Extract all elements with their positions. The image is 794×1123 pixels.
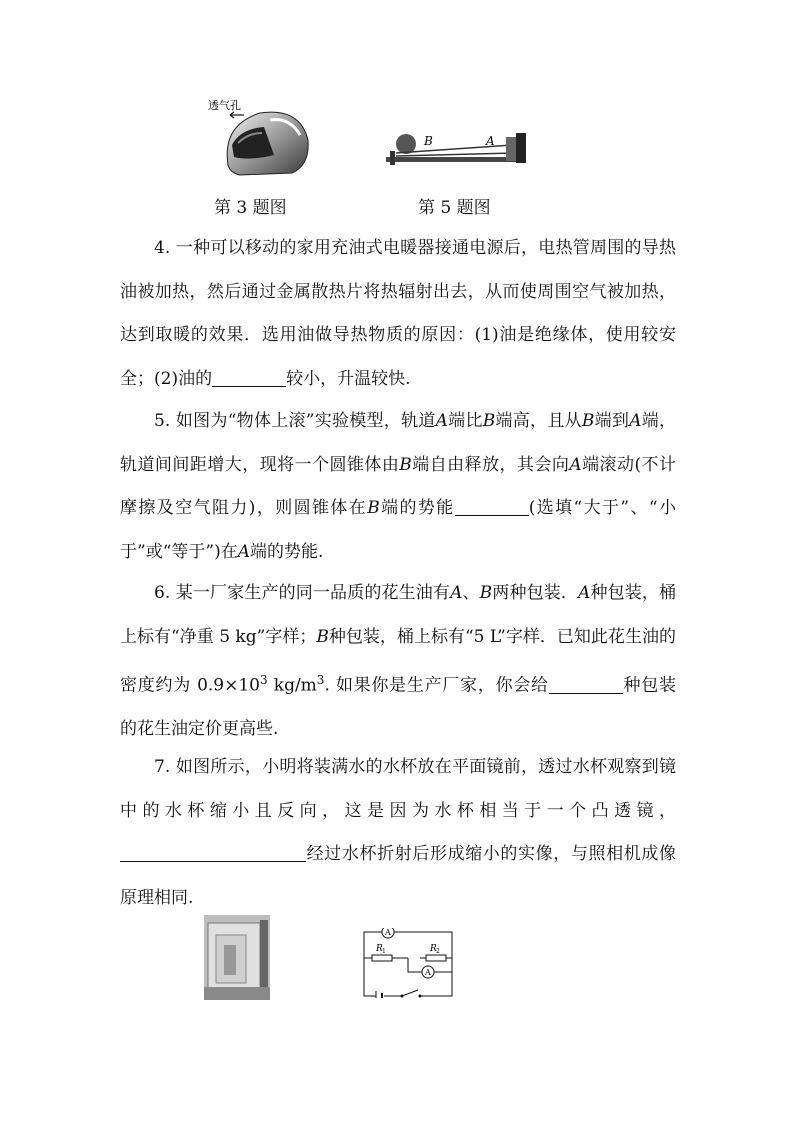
text-q5-b: B bbox=[581, 411, 595, 431]
figure-3-caption: 第 3 题图 bbox=[214, 198, 287, 218]
text-q6-exp: 3 bbox=[259, 673, 268, 687]
question-6 bbox=[120, 572, 676, 752]
r1-label: R bbox=[376, 944, 383, 954]
text-q6-b: B bbox=[479, 583, 493, 603]
r1-subscript: 1 bbox=[382, 948, 386, 955]
text-q5-b: B bbox=[399, 454, 412, 475]
text-q6-exp2: 3 bbox=[316, 673, 325, 687]
r2-label: R bbox=[430, 944, 437, 954]
question-4 bbox=[120, 227, 676, 401]
text-q6-p1: 6. 某一厂家生产的同一品质的花生油有 bbox=[154, 583, 451, 603]
text-q5-p2: 端比 bbox=[447, 411, 483, 431]
text-q7-p1: 7. 如图所示，小明将装满水的水杯放在平面镜前，透过水杯观察到镜中的水杯缩小且反向，这是因为水杯相当于一个凸透镜， bbox=[120, 757, 676, 821]
text-q6-p4: 种包装，桶上标有“5 L”字样．已知此花生油的密度约为 0.9×10 bbox=[120, 626, 676, 696]
text-q5-p9: (选填“大于”、“小于”或“等于”)在 bbox=[120, 498, 676, 562]
text-q5-p8: 端的势能 bbox=[379, 498, 455, 518]
text-q5-a: A bbox=[435, 411, 448, 431]
text-q5-a: A bbox=[237, 541, 250, 562]
text-q4-text1: 4. 一种可以移动的家用充油式电暖器接通电源后，电热管周围的导热油被加热，然后通过金属散热片将热辐射出去，从而使周围空气被加热，达到取暖的效果．选用油做导热物质的原因：(1)油是绝缘体，使用较安全；(2)油的 bbox=[120, 238, 676, 389]
text-q5-b: B bbox=[367, 498, 380, 518]
label-a: A bbox=[486, 134, 495, 148]
r2-subscript: 2 bbox=[436, 948, 440, 955]
question-7 bbox=[120, 746, 676, 920]
text-q5-p5: 端，轨道间间距增大，现将一个圆锥体由 bbox=[120, 411, 677, 475]
text-q6-a: A bbox=[578, 583, 591, 603]
text-q5-p6: 端自由释放，其会向 bbox=[411, 454, 570, 475]
helmet-figure bbox=[200, 95, 320, 180]
label-b: B bbox=[424, 134, 433, 148]
text-q5-b: B bbox=[482, 411, 496, 431]
figure-5-caption: 第 5 题图 bbox=[418, 198, 491, 218]
ammeter-1-label: A bbox=[385, 928, 391, 937]
ammeter-2-label: A bbox=[425, 968, 431, 977]
text-q6-b: B bbox=[316, 626, 329, 647]
incline-figure bbox=[378, 125, 533, 175]
circuit-diagram bbox=[362, 928, 454, 998]
q7-blank[interactable] bbox=[120, 844, 306, 862]
vent-label: 透气孔 bbox=[208, 99, 241, 112]
text-q6-p2: 两种包装． bbox=[492, 583, 579, 603]
q4-blank[interactable] bbox=[212, 369, 286, 387]
water-cup-illustration bbox=[204, 915, 270, 1000]
question-5 bbox=[120, 400, 676, 574]
text-q6-sep: 、 bbox=[462, 583, 480, 603]
text-q5-p1: 5. 如图为“物体上滚”实验模型，轨道 bbox=[154, 411, 436, 431]
text-q5-p10: 端的势能. bbox=[250, 541, 324, 562]
text-q6-p7: 种包装的花生油定价更高些. bbox=[120, 675, 676, 740]
text-q6-a: A bbox=[450, 583, 463, 603]
text-q5-a: A bbox=[629, 411, 642, 431]
text-q6-p6: . 如果你是生产厂家，你会给 bbox=[324, 675, 549, 696]
text-q4-text2: 较小，升温较快. bbox=[286, 368, 411, 389]
q5-blank[interactable] bbox=[455, 498, 529, 516]
text-q5-a: A bbox=[569, 454, 582, 475]
text-q6-p3: 种包装，桶上标有“净重 5 kg”字样； bbox=[120, 583, 677, 647]
text-q7-p2: 经过水杯折射后形成缩小的实像，与照相机成像原理相同. bbox=[120, 844, 676, 908]
text-q6-p5: kg/m bbox=[267, 675, 317, 696]
water-cup-photo bbox=[204, 915, 270, 1000]
text-q5-p3: 端高，且从 bbox=[495, 411, 582, 431]
q6-blank[interactable] bbox=[549, 676, 623, 694]
text-q5-p4: 端到 bbox=[594, 411, 630, 431]
helmet-illustration bbox=[200, 95, 320, 180]
circuit-illustration bbox=[362, 928, 454, 998]
text-q5-p7: 端滚动(不计摩擦及空气阻力)，则圆锥体在 bbox=[120, 454, 677, 518]
incline-track-illustration bbox=[378, 125, 533, 175]
